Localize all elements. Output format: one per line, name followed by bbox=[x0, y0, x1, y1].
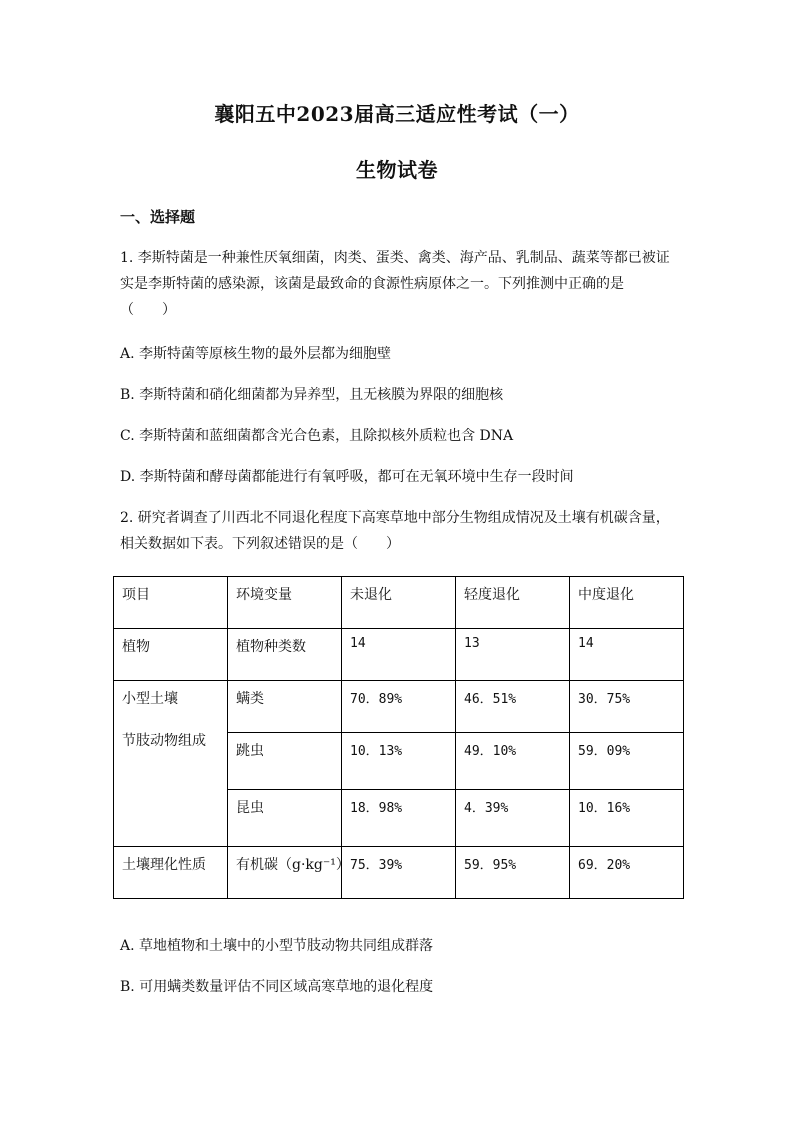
question-1-option-c: C. 李斯特菌和蓝细菌都含光合色素，且除拟核外质粒也含 DNA bbox=[120, 428, 514, 444]
question-1-line-3: （ ） bbox=[120, 302, 176, 318]
section-heading: 一、选择题 bbox=[120, 208, 196, 226]
table-row-mites bbox=[114, 681, 684, 733]
table-cell: 18．98% bbox=[342, 790, 456, 847]
table-cell: 14 bbox=[342, 629, 456, 681]
data-table bbox=[113, 576, 684, 899]
table-cell: 土壤理化性质 bbox=[114, 847, 228, 899]
table-header-cell: 环境变量 bbox=[228, 577, 342, 629]
table-cell: 14 bbox=[570, 629, 684, 681]
table-cell: 70．89% bbox=[342, 681, 456, 733]
table-cell: 跳虫 bbox=[228, 733, 342, 790]
table-header-row bbox=[114, 577, 684, 629]
table-cell: 13 bbox=[456, 629, 570, 681]
table-cell: 10．13% bbox=[342, 733, 456, 790]
table-cell: 有机碳（g·kg⁻¹） bbox=[228, 847, 342, 899]
table-header-cell: 未退化 bbox=[342, 577, 456, 629]
question-2-line-2: 相关数据如下表。下列叙述错误的是（ ） bbox=[120, 536, 400, 552]
table-cell: 49．10% bbox=[456, 733, 570, 790]
exam-subtitle: 生物试卷 bbox=[356, 158, 438, 182]
table-cell: 植物种类数 bbox=[228, 629, 342, 681]
question-1-stem bbox=[120, 245, 680, 323]
table-cell: 10．16% bbox=[570, 790, 684, 847]
question-2-stem bbox=[120, 505, 680, 557]
table-cell: 30．75% bbox=[570, 681, 684, 733]
exam-title: 襄阳五中2023届高三适应性考试（一） bbox=[214, 102, 580, 126]
question-2-line-1: 2. 研究者调查了川西北不同退化程度下高寒草地中部分生物组成情况及土壤有机碳含量， bbox=[120, 510, 670, 526]
question-1-line-1: 1. 李斯特菌是一种兼性厌氧细菌，肉类、蛋类、禽类、海产品、乳制品、蔬菜等都已被证 bbox=[120, 250, 670, 266]
table-cell: 59．95% bbox=[456, 847, 570, 899]
table-cell: 昆虫 bbox=[228, 790, 342, 847]
table-row-soil bbox=[114, 847, 684, 899]
table-group-label-line-2: 节肢动物组成 bbox=[122, 733, 206, 749]
table-cell: 59．09% bbox=[570, 733, 684, 790]
table-cell: 75．39% bbox=[342, 847, 456, 899]
table-cell: 4．39% bbox=[456, 790, 570, 847]
table-header-cell: 轻度退化 bbox=[456, 577, 570, 629]
question-1-option-d: D. 李斯特菌和酵母菌都能进行有氧呼吸，都可在无氧环境中生存一段时间 bbox=[120, 469, 574, 485]
question-2-option-a: A. 草地植物和土壤中的小型节肢动物共同组成群落 bbox=[120, 938, 434, 954]
table-header-cell: 项目 bbox=[114, 577, 228, 629]
question-1-option-a: A. 李斯特菌等原核生物的最外层都为细胞壁 bbox=[120, 346, 392, 362]
table-cell: 69．20% bbox=[570, 847, 684, 899]
table-cell: 46．51% bbox=[456, 681, 570, 733]
question-1-line-2: 实是李斯特菌的感染源，该菌是最致命的食源性病原体之一。下列推测中正确的是 bbox=[120, 276, 624, 292]
table-group-label-line-1: 小型土壤 bbox=[122, 691, 178, 707]
table-cell: 螨类 bbox=[228, 681, 342, 733]
table-header-cell: 中度退化 bbox=[570, 577, 684, 629]
table-cell: 植物 bbox=[114, 629, 228, 681]
question-1-option-b: B. 李斯特菌和硝化细菌都为异养型，且无核膜为界限的细胞核 bbox=[120, 387, 504, 403]
table-group-cell bbox=[114, 681, 228, 847]
table-row-plant bbox=[114, 629, 684, 681]
question-2-option-b: B. 可用螨类数量评估不同区域高寒草地的退化程度 bbox=[120, 979, 434, 995]
